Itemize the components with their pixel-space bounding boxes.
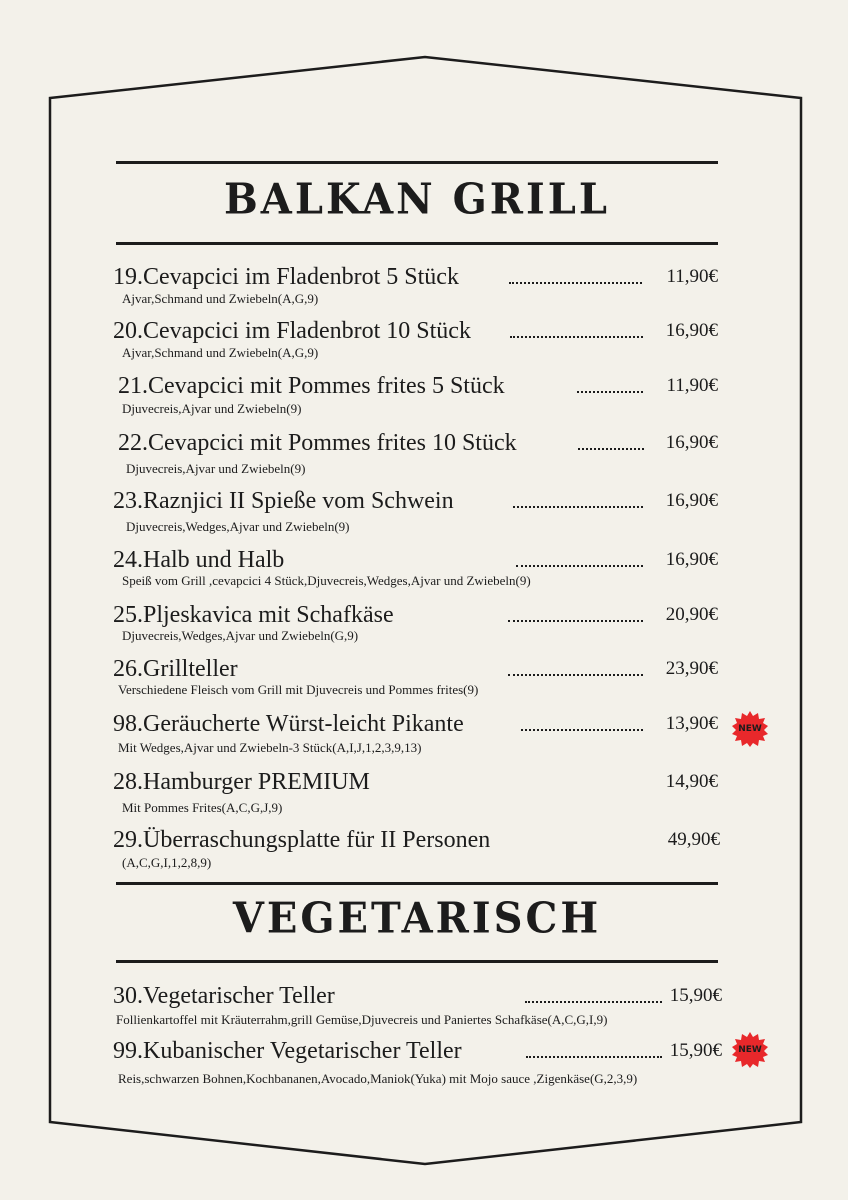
menu-item bbox=[0, 545, 848, 595]
item-price: 11,90€ bbox=[666, 266, 718, 287]
leader-dots bbox=[508, 606, 643, 622]
leader-dots bbox=[513, 492, 643, 508]
item-name: 25.Pljeskavica mit Schafkäse bbox=[113, 602, 394, 628]
item-description: Mit Wedges,Ajvar und Zwiebeln-3 Stück(A,I,J,1,2,3,9,13) bbox=[118, 740, 422, 755]
item-description: Speiß vom Grill ,cevapcici 4 Stück,Djuvecreis,Wedges,Ajvar und Zwiebeln(9) bbox=[122, 573, 531, 588]
new-badge bbox=[731, 710, 769, 748]
item-name: 29.Überraschungsplatte für II Personen bbox=[113, 827, 491, 853]
menu-item bbox=[0, 767, 848, 817]
menu-item bbox=[0, 371, 848, 421]
item-name: 26.Grillteller bbox=[113, 656, 238, 682]
item-description: Djuvecreis,Ajvar und Zwiebeln(9) bbox=[122, 401, 302, 416]
item-price: 15,90€ bbox=[669, 985, 722, 1006]
leader-dots bbox=[510, 322, 643, 338]
item-description: Mit Pommes Frites(A,C,G,J,9) bbox=[122, 800, 283, 815]
leader-dots bbox=[521, 715, 643, 731]
item-price: 16,90€ bbox=[665, 320, 718, 341]
menu-item bbox=[0, 428, 848, 478]
menu-item bbox=[0, 1036, 848, 1086]
item-price: 14,90€ bbox=[665, 771, 718, 792]
item-description: Reis,schwarzen Bohnen,Kochbananen,Avocado,Maniok(Yuka) mit Mojo sauce ,Zigenkäse(G,2,3,9) bbox=[118, 1071, 638, 1086]
title-rule bbox=[116, 242, 718, 245]
item-description: Ajvar,Schmand und Zwiebeln(A,G,9) bbox=[122, 291, 319, 306]
item-description: Djuvecreis,Ajvar und Zwiebeln(9) bbox=[126, 461, 306, 476]
item-price: 20,90€ bbox=[665, 604, 718, 625]
item-price: 13,90€ bbox=[665, 713, 718, 734]
menu-item bbox=[0, 825, 848, 875]
item-price: 15,90€ bbox=[669, 1040, 722, 1061]
item-name: 24.Halb und Halb bbox=[113, 547, 285, 573]
item-name: 99.Kubanischer Vegetarischer Teller bbox=[113, 1038, 462, 1064]
leader-dots bbox=[578, 434, 644, 450]
item-name: 19.Cevapcici im Fladenbrot 5 Stück bbox=[113, 264, 459, 290]
item-description: Verschiedene Fleisch vom Grill mit Djuvecreis und Pommes frites(9) bbox=[118, 682, 479, 697]
item-description: Djuvecreis,Wedges,Ajvar und Zwiebeln(9) bbox=[126, 519, 350, 534]
menu-item bbox=[0, 600, 848, 650]
item-description: Follienkartoffel mit Kräuterrahm,grill Gemüse,Djuvecreis und Paniertes Schafkäse(A,C,G,I,9) bbox=[116, 1012, 608, 1027]
menu-item bbox=[0, 654, 848, 704]
item-name: 28.Hamburger PREMIUM bbox=[113, 769, 370, 795]
item-name: 98.Geräucherte Würst-leicht Pikante bbox=[113, 711, 464, 737]
menu-item bbox=[0, 981, 848, 1031]
leader-dots bbox=[516, 551, 643, 567]
item-name: 20.Cevapcici im Fladenbrot 10 Stück bbox=[113, 318, 471, 344]
badge-label: NEW bbox=[738, 724, 762, 734]
section-rule bbox=[116, 882, 718, 885]
item-description: Ajvar,Schmand und Zwiebeln(A,G,9) bbox=[122, 345, 319, 360]
leader-dots bbox=[577, 377, 643, 393]
item-description: Djuvecreis,Wedges,Ajvar und Zwiebeln(G,9) bbox=[122, 628, 359, 643]
item-price: 16,90€ bbox=[665, 549, 718, 570]
item-price: 23,90€ bbox=[665, 658, 718, 679]
menu-item bbox=[0, 316, 848, 366]
item-description: (A,C,G,I,1,2,8,9) bbox=[122, 855, 212, 870]
section-rule bbox=[116, 960, 718, 963]
badge-label: NEW bbox=[738, 1045, 762, 1055]
menu-item bbox=[0, 709, 848, 759]
item-name: 21.Cevapcici mit Pommes frites 5 Stück bbox=[118, 373, 505, 399]
top-rule bbox=[116, 161, 718, 164]
item-name: 22.Cevapcici mit Pommes frites 10 Stück bbox=[118, 430, 517, 456]
item-name: 23.Raznjici II Spieße vom Schwein bbox=[113, 488, 454, 514]
menu-item bbox=[0, 262, 848, 312]
menu-item bbox=[0, 486, 848, 536]
leader-dots bbox=[508, 660, 643, 676]
item-price: 11,90€ bbox=[666, 375, 718, 396]
item-price: 49,90€ bbox=[667, 829, 720, 850]
section-title-balkan-grill: BALKAN GRILL bbox=[224, 174, 610, 225]
item-price: 16,90€ bbox=[665, 490, 718, 511]
item-price: 16,90€ bbox=[665, 432, 718, 453]
new-badge bbox=[731, 1031, 769, 1069]
item-name: 30.Vegetarischer Teller bbox=[113, 983, 335, 1009]
section-title-vegetarisch: VEGETARISCH bbox=[232, 893, 602, 944]
leader-dots bbox=[509, 268, 642, 284]
